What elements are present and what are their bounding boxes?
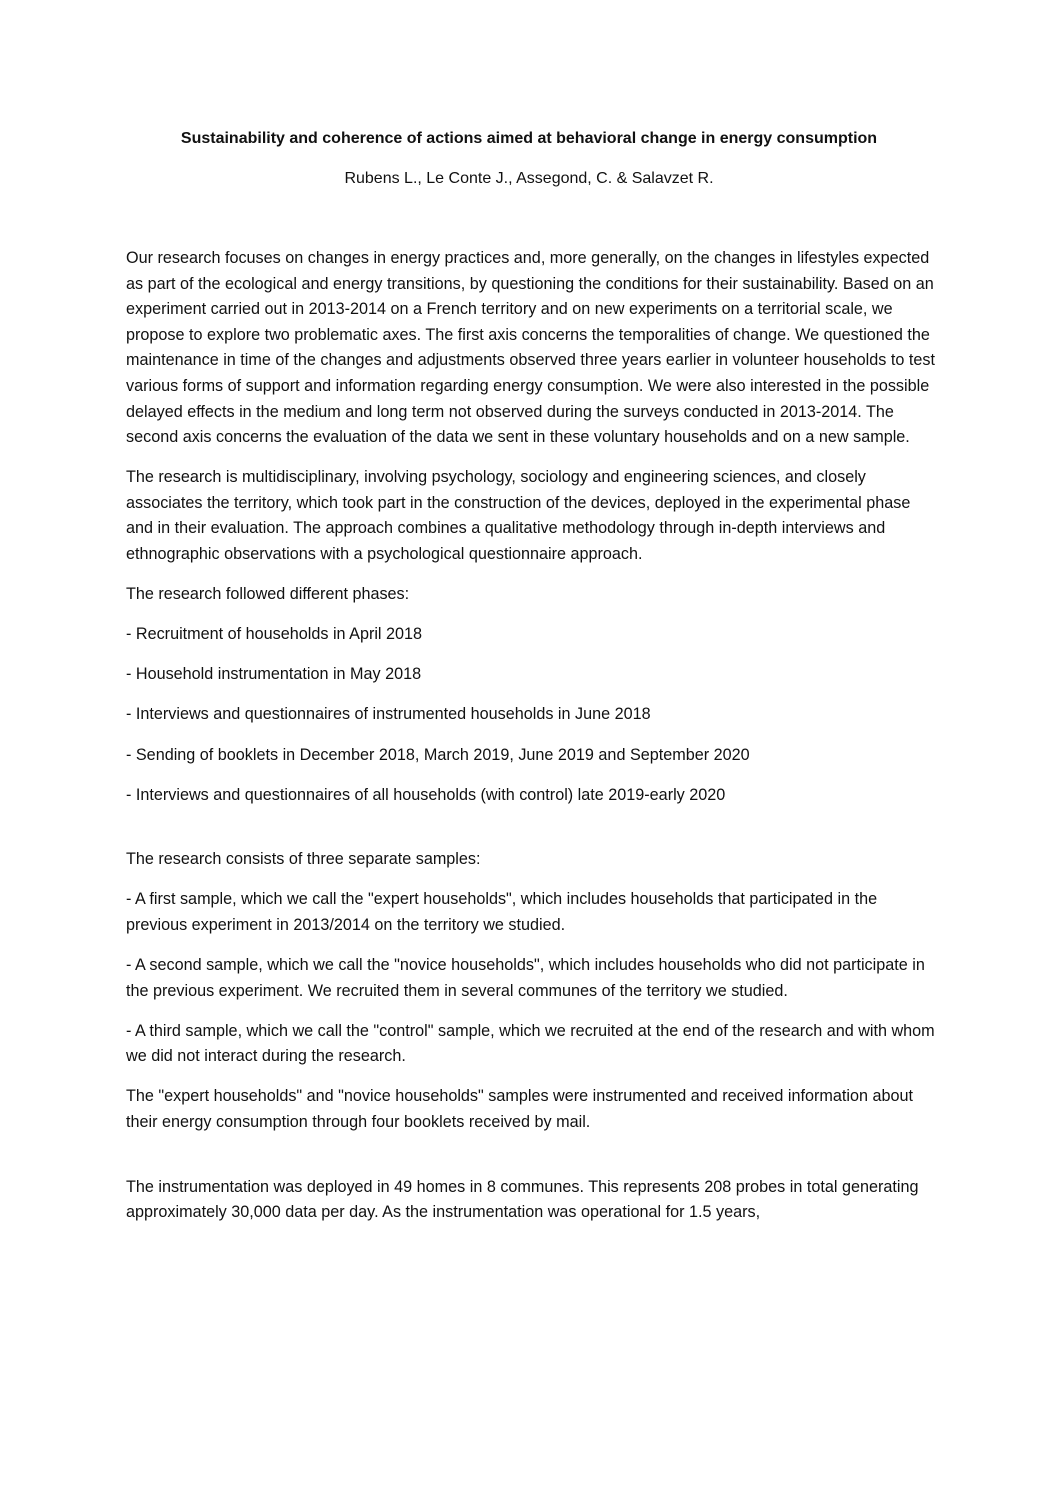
paragraph-phases-intro: The research followed different phases: <box>126 585 410 604</box>
document-authors: Rubens L., Le Conte J., Assegond, C. & Salavzet R. <box>344 170 714 187</box>
paragraph-samples-intro: The research consists of three separate samples: <box>126 850 481 869</box>
document-title: Sustainability and coherence of actions aimed at behavioral change in energy consumption <box>180 130 878 147</box>
list-item-phase: - Recruitment of households in April 2018 <box>126 625 423 644</box>
list-item-phase: - Interviews and questionnaires of all households (with control) late 2019-early 2020 <box>126 785 726 804</box>
list-item-phase: - Household instrumentation in May 2018 <box>126 665 422 684</box>
list-item-sample: - A third sample, which we call the "control" sample, which we recruited at the end of the research and with whom we did not interact during the research. <box>126 1021 935 1066</box>
document-body <box>126 246 936 1240</box>
list-item-phase: - Interviews and questionnaires of instrumented households in June 2018 <box>126 705 651 724</box>
list-item-sample: - A second sample, which we call the "novice households", which includes households who did not participate in the previous experiment. We recruited them in several communes of the territory we studied. <box>126 955 925 1000</box>
paragraph-instrumentation: The instrumentation was deployed in 49 homes in 8 communes. This represents 208 probes in total generating approximately 30,000 data per day. As the instrumentation was operational for 1.5 years, <box>126 1177 919 1222</box>
list-item-phase: - Sending of booklets in December 2018, March 2019, June 2019 and September 2020 <box>126 745 750 764</box>
paragraph-method: The research is multidisciplinary, involving psychology, sociology and engineering sciences, and closely associates the territory, which took part in the construction of the devices, deployed in the experimental phase and in their evaluation. The approach combines a qualitative methodology through in-depth interviews and ethnographic observations with a psychological questionnaire approach. <box>126 468 911 564</box>
paragraph-instrumented-samples: The "expert households" and "novice households" samples were instrumented and received information about their energy consumption through four booklets received by mail. <box>126 1087 913 1131</box>
paragraph-intro: Our research focuses on changes in energy practices and, more generally, on the changes in lifestyles expected as part of the ecological and energy transitions, by questioning the conditions for their sustainability. Based on an experiment carried out in 2013-2014 on a French territory and on new experiments on a territorial scale, we propose to explore two problematic axes. The first axis concerns the temporalities of change. We questioned the maintenance in time of the changes and adjustments observed three years earlier in volunteer households to test various forms of support and information regarding energy consumption. We were also interested in the possible delayed effects in the medium and long term not observed during the surveys conducted in 2013-2014. The second axis concerns the evaluation of the data we sent in these voluntary households and on a new sample. <box>126 249 935 447</box>
list-item-sample: - A first sample, which we call the "expert households", which includes households that participated in the previous experiment in 2013/2014 on the territory we studied. <box>126 890 878 934</box>
